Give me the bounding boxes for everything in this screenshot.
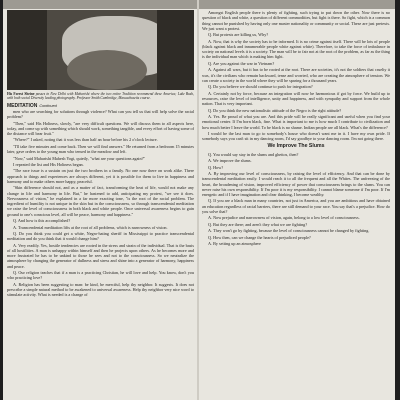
caption-label: His Forest Shrine <box>7 92 35 96</box>
right-body-text <box>202 10 390 141</box>
subsection-title: We Improve The Slums <box>267 143 325 150</box>
paragraph: A. Religion has been suggesting to man: be kind, be merciful, help thy neighbor. It suggests. It does not prescribe a simple natural method to be awakened to universal awareness. Help thy neighbor very nice word to stimulate activity. What is needed is a change of <box>7 281 194 298</box>
paragraph: "Now," said Maharishi Mahesh Yogi, quietly, "what are your questions again?" <box>13 155 146 161</box>
column-gutter <box>197 0 199 400</box>
paragraph: Q. If you are a black man in many countries, not just in America, and you are ambitious and have obtained an education regardless of racial barriers, there are still demand to your race. You say that's a prejudice. How do you solve that? <box>202 198 390 214</box>
paragraph: "Skin difference should not, and as a matter of fact, transforming the heat of life, would not make any change in life and harmony in life. But," he hastened to add, anticipating my protest, "we see it does. Nervousness of vision," he explained in a far more exacting tone, "is the root of the racial problem. The ingredient of humility is not unique in the skin but in the consciousness, so through transcendental meditation we raise the level of consciousness in both black and white people. Once universal awareness begins to gain ground to one's conscious level, all will be peace, harmony and happiness." <box>7 185 194 217</box>
left-body-text <box>7 109 194 298</box>
left-column <box>7 10 194 299</box>
paragraph: Amongst English people there is plenty of fighting, such trying to put down the other. Now there is no question of black and white, a question of different commodities, but fight is there. So fight, which is a common thing cannot be punished by having only one master nationality or community or social. These are just pretexts. We just want a protest. <box>202 10 390 31</box>
paragraph: Q. Do you think you could get a white, Negro-hating sheriff in Mississippi to practice transcendental meditation and do you think that it would change him? <box>7 230 194 242</box>
paragraph: "Where?" I asked, noting that it was less than half an hour before his 2 o'clock lecture. <box>13 137 158 143</box>
paragraph: A. We improve the slums. <box>208 158 252 164</box>
paragraph: A. By setting up an atmosphere <box>208 241 261 247</box>
paragraph: I would be the last man to go to somebody's house who doesn't want me in it. I have my own pride. If somebody says you can't sit in my dancing room, I'd say goodbye to your dancing room. I'm not going there. <box>202 130 390 142</box>
paragraph: Q. But they are there; and aren't they what we are fighting? <box>208 221 308 227</box>
caption-text: passes in New Delhi with Maharishi where the two entire Tradition recommend these America; Luke Bush, with both social Diversity leading photography. Professor Smith Cambridge, Massachusetts course. <box>7 92 194 101</box>
paragraph: Q. How? <box>208 164 224 170</box>
right-qa-text <box>202 152 390 247</box>
paragraph: Q. And how is this accomplished? <box>13 218 71 224</box>
forest-shrine-photo <box>7 10 194 90</box>
paragraph: Q. But protests are killing us, Why? <box>208 32 269 38</box>
paragraph: Q. Do you think the new nationalistic attitude of the Negro is the right attitude? <box>208 107 342 113</box>
paragraph: A. Now, that is why the society has to be informed. It is no crime against itself. There will be lots of people (black against black and innumerable people white against white). Therefore, to take the force of imbalance in society on national levels it is a society. The man will be to fair not at the root of the problem, as far as the thing is the individual man which is making him fight. <box>202 38 390 60</box>
paragraph: A. Now prejudice and narrowness of vision, again, belong to a low level of consciousness. <box>208 215 360 221</box>
section-title: MEDITATION Continued <box>7 102 57 109</box>
paragraph: A. Yes. Be proud of what you are. And this pride will be really significant and useful when you find your emotional center. If I'm born black, fine. What is important to me is how much I contribute to civilization and how much better I leave the world. To be black is no shame. Indian people are all black. What's the difference? <box>202 114 390 130</box>
paragraph: Q. You would say stay in the slums and ghettos, then? <box>208 151 299 157</box>
paragraph: A. Certainly not by force, because an integration will now be harmonious if got by force. We build up to resources, raise the level of intelligence, unity and happiness, and with sympathy and support from the whole nation. That is very important. <box>202 90 390 107</box>
paragraph: "I'll take five minutes and come back. Then we will find answers." He returned from a bedroom 15 minutes later, gave orders to the young man who tensed in the meadow and left. <box>7 143 194 155</box>
paragraph: I repeated the list and His Holiness began. <box>13 162 84 168</box>
paragraph: Q. Our religion teaches that if a man is a practicing Christian, he will love and help. You know, don't you who practicing love? <box>7 270 194 281</box>
right-column <box>202 10 390 248</box>
paragraph: A. Transcendental meditation lifts at the root of all problems, which is narrowness of vision. <box>13 224 168 230</box>
paragraph: Q. Are you against the war in Vietnam? <box>208 60 275 66</box>
page-header-strip <box>3 0 395 9</box>
paragraph: Q. Do you believe we should continue to push for integration? <box>208 84 313 90</box>
paragraph: A. They won't go by fighting, because the level of consciousness cannot be changed by fighting. <box>208 228 370 234</box>
magazine-page <box>3 0 395 400</box>
paragraph: Q. How then, can we change the hearts of prejudiced people? <box>208 234 311 240</box>
paragraph: A. Against all wars, but it has to be rooted at the root. There are societies, it's not the soldiers that cruelty it was, it's the civilians who remain backward, tense and worried, who are creating the atmosphere of tension. We can create a society in the world where they will be sparing for a thousand years. <box>202 67 390 83</box>
paragraph: "The race issue is a sustain on just the two brothers in a family. No one now there on work alike. There approach to things and experiences are always different, yet it is possible for them to live in happiness and harmony and to make others more happy, peaceful. <box>7 168 194 184</box>
paragraph: "Then," said His Holiness, slowly, "are very difficult questions. We will discuss them to all aspects here, today, and come up with something which should work, something tangible, and every effort of having some of the distance will bear fruit." <box>7 120 194 137</box>
paragraph: A. Very readily. Yes, hostile tendencies are rooted in the stress and strain of the individual. That is the basis of all hostilities. A man is unhappy within himself and then he projects upon others. As he becomes more and more frustrated he has to be unkind to those he sees and not to the consciousness. So we neutralize the atmosphere by changing the generator of dullness and stress and shine into a generator of harmony, happiness and peace. <box>7 242 194 269</box>
paragraph: A. By improving our level of consciousness, by raising the level of efficiency. And that can be done by transcendental meditation easily. I would reach it to all the frequent and all the Whites. The unfreezing of the heart, the broadening of vision, improved efficiency of power that consciousness brings to the slums. You can never raise his own responsibility. If I'm poor it is my responsibility. I cannot blame someone if I'm poor. If I'm energetic and if I have imagination and clear thinking, I become wealthy. <box>202 171 390 197</box>
photo-caption <box>7 92 194 101</box>
paragraph: men who are searching for solutions through violence? What can you tell us that will help solve the racial problem? <box>7 108 194 120</box>
section-note: Continued <box>39 103 57 108</box>
